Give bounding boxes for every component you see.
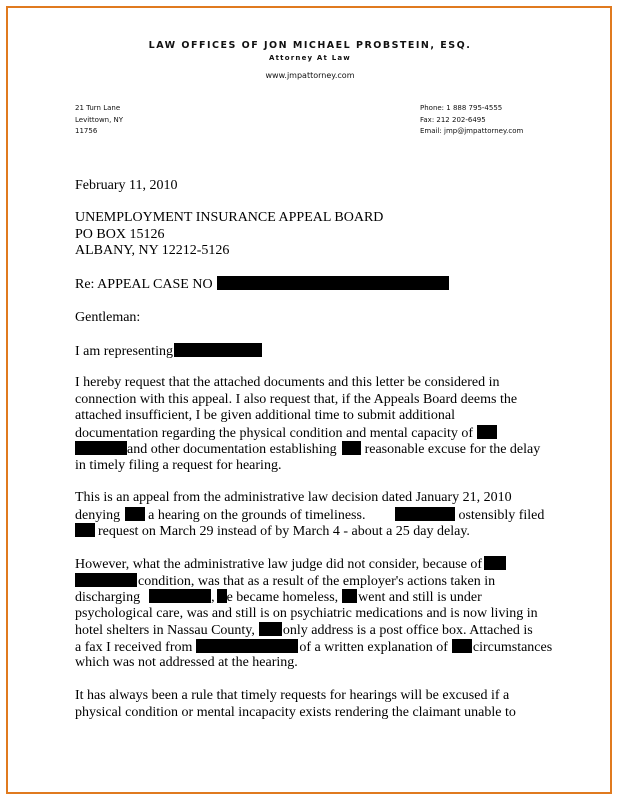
text-segment: circumstances — [472, 639, 553, 655]
address-line: Levittown, NY — [75, 115, 124, 124]
text-line: which was not addressed at the hearing. — [75, 655, 298, 670]
text-segment: a fax I received from — [75, 639, 193, 655]
text-segment: a hearing on the grounds of timeliness. — [148, 507, 366, 523]
redaction — [75, 441, 127, 455]
text-segment: and other documentation establishing — [127, 442, 337, 457]
text-line: attached insufficient, I be given additional time to submit additional — [75, 408, 455, 423]
redaction — [217, 589, 227, 603]
text-segment: condition, was that as a result of the employer's actions taken in — [138, 573, 496, 589]
letterhead-website: www.jmpattorney.com — [265, 71, 355, 80]
letter-date: February 11, 2010 — [75, 178, 178, 193]
redaction — [477, 425, 497, 439]
paragraph-rule — [75, 688, 550, 721]
redaction — [149, 589, 211, 603]
recipient-line: UNEMPLOYMENT INSURANCE APPEAL BOARD — [75, 210, 384, 225]
contact-fax: Fax: 212 202-6495 — [420, 115, 486, 124]
text-line: psychological care, was and still is on psychiatric medications and is now living in — [75, 605, 538, 621]
text-line — [75, 507, 550, 524]
text-segment: denying — [75, 507, 121, 523]
text-segment: of a written explanation of — [299, 639, 448, 655]
redaction — [395, 507, 455, 521]
redaction — [342, 441, 361, 455]
text-line: It has always been a rule that timely requests for hearings will be excused if a — [75, 688, 510, 703]
letterhead-firm-name: LAW OFFICES OF JON MICHAEL PROBSTEIN, ESQ. — [148, 40, 472, 51]
address-line: 21 Turn Lane — [75, 104, 121, 112]
contact-phone: Phone: 1 888 795-4555 — [420, 104, 503, 112]
representing-text: I am representing — [75, 344, 173, 359]
text-line: in timely filing a request for hearing. — [75, 457, 282, 473]
redaction — [342, 589, 357, 603]
redaction — [259, 622, 282, 636]
text-line — [75, 639, 553, 656]
text-line: I hereby request that the attached documents and this letter be considered in — [75, 375, 500, 390]
address-line: 11756 — [75, 127, 98, 135]
text-segment: ostensibly filed — [458, 507, 545, 523]
paragraph-consideration — [75, 556, 553, 672]
paragraph-appeal — [75, 490, 550, 540]
redaction — [174, 343, 262, 357]
text-line — [75, 589, 550, 606]
text-line: This is an appeal from the administrative law decision dated January 21, 2010 — [75, 490, 512, 505]
re-line — [75, 276, 550, 293]
text-segment: e became homeless, — [226, 590, 339, 605]
salutation: Gentleman: — [75, 310, 141, 325]
contact-email: Email: jmp@jmpattorney.com — [420, 127, 524, 135]
text-segment: documentation regarding the physical condition and mental capacity of — [75, 425, 474, 441]
representing-line — [75, 343, 550, 360]
recipient-line: ALBANY, NY 12212-5126 — [75, 243, 230, 258]
text-line — [75, 425, 550, 442]
text-line — [75, 556, 550, 573]
redaction — [75, 573, 137, 587]
letterhead-subtitle: Attorney At Law — [269, 54, 351, 62]
recipient-block — [75, 210, 550, 260]
text-segment: discharging — [75, 590, 141, 605]
text-segment: went and still is under — [358, 590, 482, 605]
re-label: Re: APPEAL CASE NO — [75, 277, 213, 292]
letterhead-address — [75, 103, 123, 138]
text-segment: only address is a post office box. Attached is — [282, 623, 533, 638]
letterhead-contact — [420, 103, 523, 138]
text-line — [75, 523, 550, 540]
text-segment: However, what the administrative law judge did not consider, because of — [75, 557, 483, 572]
text-line — [75, 622, 550, 639]
redaction — [484, 556, 506, 570]
text-line — [75, 573, 550, 590]
redaction — [217, 276, 449, 290]
text-segment: hotel shelters in Nassau County, — [75, 623, 255, 638]
text-line — [75, 441, 550, 458]
redaction — [125, 507, 145, 521]
text-line: connection with this appeal. I also request that, if the Appeals Board deems the — [75, 391, 518, 407]
text-line: physical condition or mental incapacity exists rendering the claimant unable to — [75, 704, 516, 720]
paragraph-request — [75, 375, 550, 474]
redaction — [75, 523, 95, 537]
redaction — [452, 639, 472, 653]
redaction — [196, 639, 298, 653]
text-segment: , — [211, 590, 215, 605]
recipient-line: PO BOX 15126 — [75, 226, 165, 242]
text-segment: reasonable excuse for the delay — [364, 442, 541, 457]
text-segment: request on March 29 instead of by March 4 - about a 25 day delay. — [98, 524, 470, 539]
